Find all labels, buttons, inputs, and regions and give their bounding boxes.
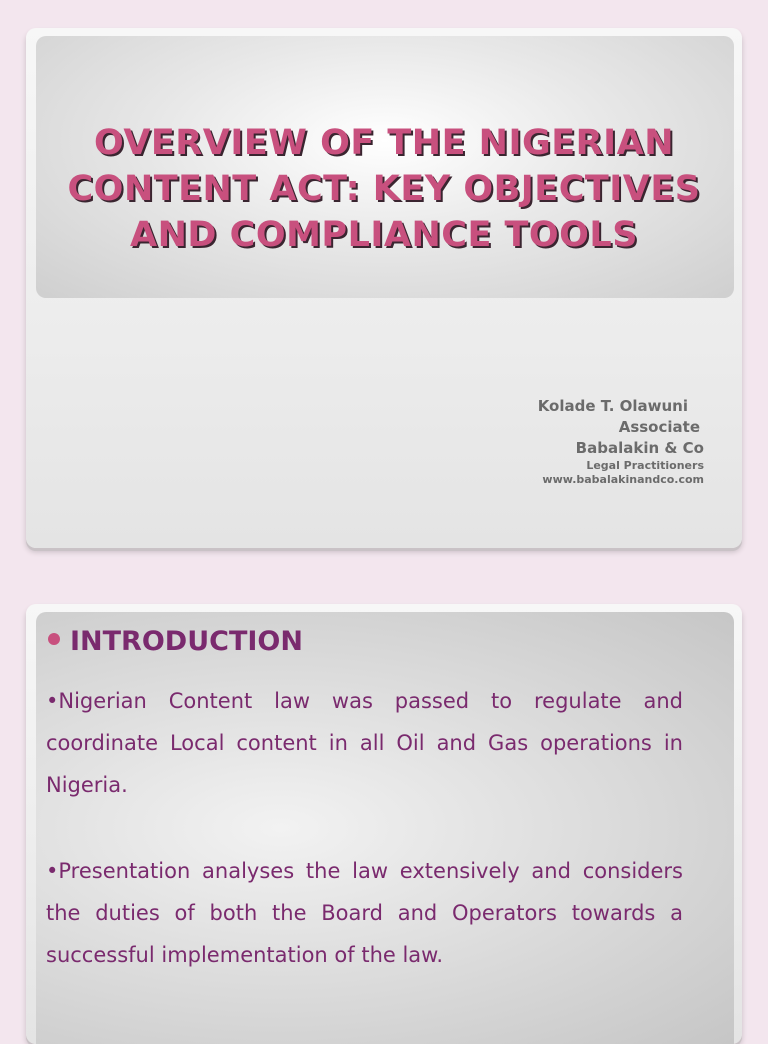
- section-heading-text: INTRODUCTION: [70, 626, 303, 657]
- author-firm: Babalakin & Co: [575, 439, 704, 457]
- author-role: Associate: [618, 418, 700, 436]
- intro-paragraph-1: •Nigerian Content law was passed to regulate and coordinate Local content in all Oil and Gas operations in Nigeria.: [46, 689, 683, 797]
- section-heading: [48, 626, 303, 657]
- slide-title: OVERVIEW OF THE NIGERIAN CONTENT ACT: KEY OBJECTIVES AND COMPLIANCE TOOLS: [67, 123, 701, 255]
- content-band: [36, 612, 734, 1044]
- firm-description: Legal Practitioners: [586, 459, 704, 472]
- introduction-slide: [26, 604, 742, 1044]
- firm-website: www.babalakinandco.com: [542, 473, 704, 486]
- bullet-dot-icon: [48, 633, 60, 645]
- intro-paragraph-2: •Presentation analyses the law extensively and considers the duties of both the Board and Operators towards a successful implementation of the law.: [46, 859, 683, 967]
- author-name: Kolade T. Olawuni: [537, 397, 688, 415]
- author-block: [538, 396, 704, 487]
- title-slide: [26, 28, 742, 548]
